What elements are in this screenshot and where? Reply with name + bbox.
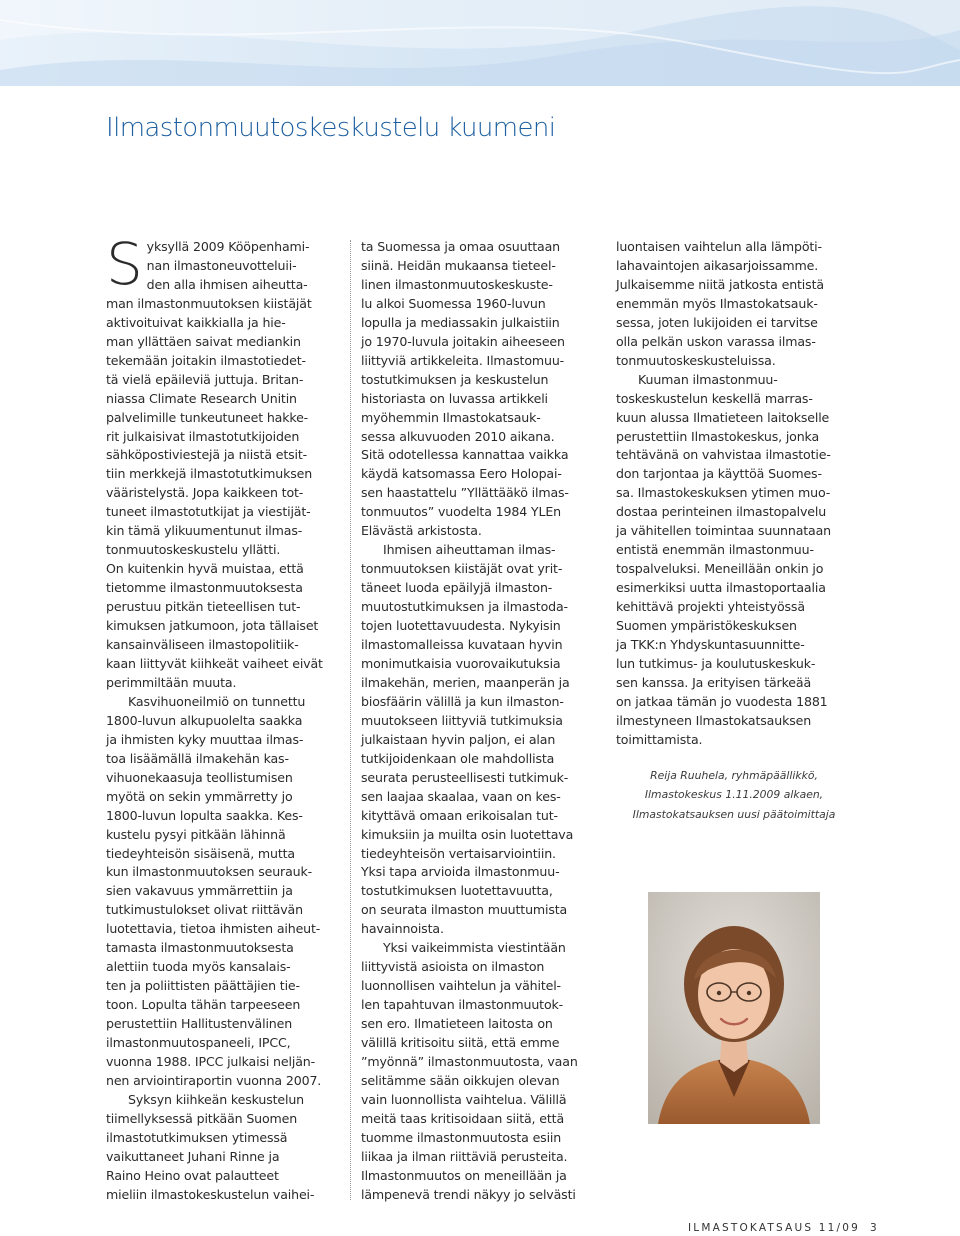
- text-line: den alla ihmisen aiheutta-: [146, 276, 308, 292]
- text-line: don tarjontaa ja käyttöä Suomes-: [616, 466, 822, 482]
- text-line: olla pelkän uskon varassa ilmas-: [616, 333, 816, 349]
- text-line: ten ja poliittisten päättäjien tie-: [106, 978, 300, 994]
- author-portrait: [648, 892, 820, 1124]
- text-line: 1800-luvun lopulta saakka. Kes-: [106, 807, 303, 823]
- text-line: tonmuutos” vuodelta 1984 YLEn: [361, 504, 561, 520]
- text-line: yksyllä 2009 Kööpenhami-: [146, 239, 310, 254]
- text-line: man yllättäen saivat mediankin: [106, 333, 301, 349]
- text-line: Kuuman ilmastonmuu-: [638, 371, 778, 387]
- text-line: kin tämä ylikuumentunut ilmas-: [106, 523, 303, 539]
- text-line: Syksyn kiihkeän keskustelun: [128, 1091, 305, 1107]
- text-line: tojen luotettavuudesta. Nykyisin: [361, 618, 561, 634]
- text-line: niassa Climate Research Unitin: [106, 390, 297, 406]
- text-line: perimmiltään muuta.: [106, 674, 237, 690]
- text-line: vaikuttaneet Juhani Rinne ja: [106, 1148, 280, 1164]
- text-line: käydä katsomassa Eero Holopai-: [361, 466, 562, 482]
- text-line: lahavaintojen aikasarjoissamme.: [616, 257, 819, 273]
- text-line: sen kanssa. Ja erityisen tärkeää: [616, 674, 812, 690]
- text-line: man ilmastonmuutoksen kiistäjät: [106, 295, 312, 311]
- text-line: julkaistaan hyvin paljon, ei alan: [361, 731, 556, 747]
- text-line: 1800-luvun alkupuolelta saakka: [106, 712, 303, 728]
- text-line: kuun alussa Ilmatieteen laitokselle: [616, 409, 830, 425]
- text-line: sen haastattelu ”Yllättääkö ilmas-: [361, 485, 569, 501]
- text-line: välillä kritisoitu siitä, että emme: [361, 1035, 560, 1051]
- text-line: kimuksiin ja muilta osin luotettava: [361, 826, 574, 842]
- text-line: jo 1970-luvula joitakin aiheeseen: [361, 333, 565, 349]
- text-line: perustettiin Ilmastokeskus, jonka: [616, 428, 820, 444]
- text-line: tonmuutoskeskustelu yllätti.: [106, 542, 281, 558]
- text-line: tamasta ilmastonmuutoksesta: [106, 940, 294, 956]
- text-line: esimerkiksi uutta ilmastoportaalia: [616, 580, 826, 596]
- text-line: mieliin ilmastokeskustelun vaihei-: [106, 1186, 315, 1202]
- text-line: myöhemmin Ilmastokatsauk-: [361, 409, 541, 425]
- text-line: luotettavia, tietoa ihmisten aiheut-: [106, 921, 321, 937]
- text-line: toa lisäämällä ilmakehän kas-: [106, 750, 289, 766]
- text-line: linen ilmastonmuutoskeskuste-: [361, 276, 553, 292]
- text-line: ja vähitellen toimintaa suunnataan: [616, 523, 832, 539]
- text-line: liittyvistä asioista on ilmaston: [361, 959, 545, 975]
- text-line: meitä taas kritisoidaan siitä, että: [361, 1110, 565, 1126]
- text-line: sessa alkuvuoden 2010 aikana.: [361, 428, 555, 444]
- article-column-2: [361, 238, 597, 1205]
- text-line: tehtävänä on vahvistaa ilmastotie-: [616, 447, 831, 463]
- text-line: vihuonekaasuja teollistumisen: [106, 769, 293, 785]
- text-line: ilmastonmuutospaneeli, IPCC,: [106, 1035, 291, 1051]
- signature-line: Ilmastokeskus 1.11.2009 alkaen,: [644, 788, 824, 802]
- text-line: alettiin tuoda myös kansalais-: [106, 959, 291, 975]
- text-line: rit julkaisivat ilmastotutkijoiden: [106, 428, 300, 444]
- text-line: ilmastomalleissa kuvataan hyvin: [361, 637, 563, 653]
- text-line: liittyviä artikkeleita. Ilmastomuu-: [361, 352, 565, 368]
- text-line: vain luonnollista vaihtelua. Välillä: [361, 1091, 567, 1107]
- text-line: sien vakavuus ymmärrettiin ja: [106, 883, 293, 899]
- text-line: Elävästä arkistosta.: [361, 523, 482, 539]
- drop-cap: S: [106, 230, 143, 298]
- text-line: muutokseen liittyviä tutkimuksia: [361, 712, 563, 728]
- text-line: Ihmisen aiheuttaman ilmas-: [383, 542, 556, 558]
- text-line: kun ilmastonmuutoksen seurauk-: [106, 864, 313, 880]
- text-line: toskeskustelun keskellä marras-: [616, 390, 813, 406]
- text-line: Sitä odotellessa kannattaa vaikka: [361, 447, 569, 463]
- text-line: selitämme sään oikkujen olevan: [361, 1072, 560, 1088]
- page-number: 3: [870, 1222, 877, 1234]
- text-line: sa. Ilmastokeskuksen ytimen muo-: [616, 485, 831, 501]
- text-line: tiedeyhteisön sisäisenä, mutta: [106, 845, 295, 861]
- text-line: On kuitenkin hyvä muistaa, että: [106, 561, 304, 577]
- text-line: ja TKK:n Yhdyskuntasuunnitte-: [616, 637, 805, 653]
- text-line: historiasta on luvassa artikkeli: [361, 390, 548, 406]
- portrait-illustration: [648, 892, 820, 1124]
- text-line: vääristelystä. Jopa kaikkeen tot-: [106, 485, 304, 501]
- page-title: Ilmastonmuutoskeskustelu kuumeni: [106, 113, 556, 144]
- text-line: kustelu pysyi pitkään lähinnä: [106, 826, 286, 842]
- page-footer: [688, 1222, 877, 1234]
- text-line: monimutkaisia vuorovaikutuksia: [361, 655, 561, 671]
- header-band: [0, 0, 960, 86]
- text-line: tiimellyksessä pitkään Suomen: [106, 1110, 298, 1126]
- text-line: myötä on sekin ymmärretty jo: [106, 788, 293, 804]
- text-line: Julkaisemme niitä jatkosta entistä: [616, 276, 824, 292]
- text-line: siinä. Heidän mukaansa tieteel-: [361, 257, 556, 273]
- text-line: Kasvihuoneilmiö on tunnettu: [128, 693, 306, 709]
- text-line: ja ihmisten kyky muuttaa ilmas-: [106, 731, 304, 747]
- text-line: on jatkaa tämän jo vuodesta 1881: [616, 693, 828, 709]
- text-line: Yksi vaikeimmista viestintään: [383, 940, 566, 956]
- text-line: ta Suomessa ja omaa osuuttaan: [361, 239, 561, 254]
- text-line: tonmuutoksen kiistäjät ovat yrit-: [361, 561, 563, 577]
- text-line: ”myönnä” ilmastonmuutosta, vaan: [361, 1053, 578, 1069]
- text-line: sen ero. Ilmatieteen laitosta on: [361, 1016, 553, 1032]
- text-line: Ilmastonmuutos on meneillään ja: [361, 1167, 567, 1183]
- text-line: on seurata ilmaston muuttumista: [361, 902, 568, 918]
- text-line: vuonna 1988. IPCC julkaisi neljän-: [106, 1053, 315, 1069]
- text-line: kaan liittyvät kiihkeät vaiheet eivät: [106, 655, 323, 671]
- text-line: toon. Lopulta tähän tarpeeseen: [106, 997, 301, 1013]
- signature-line: Ilmastokatsauksen uusi päätoimittaja: [632, 807, 836, 821]
- text-line: tä vielä epäileviä juttuja. Britan-: [106, 371, 304, 387]
- article-column-3: [616, 238, 852, 750]
- text-line: ilmestyneen Ilmastokatsauksen: [616, 712, 812, 728]
- article-column-1: [106, 230, 342, 1205]
- text-line: tutkijoidenkaan ole mahdollista: [361, 750, 555, 766]
- text-line: tuneet ilmastotutkijat ja viestijät-: [106, 504, 311, 520]
- text-line: muutostutkimuksen ja ilmastoda-: [361, 599, 568, 615]
- text-line: kimuksen jatkumoon, jota tällaiset: [106, 618, 319, 634]
- text-line: entistä enemmän ilmastonmuu-: [616, 542, 814, 558]
- text-line: ilmastotutkimuksen ytimessä: [106, 1129, 288, 1145]
- text-line: lopulla ja mediassakin julkaistiin: [361, 314, 560, 330]
- text-line: täneet luoda epäilyjä ilmaston-: [361, 580, 553, 596]
- text-line: havainnoista.: [361, 921, 444, 937]
- text-line: sen laajaa skaalaa, vaan on kes-: [361, 788, 561, 804]
- text-line: perustettiin Hallitustenvälinen: [106, 1016, 293, 1032]
- text-line: lun tutkimus- ja koulutuskeskuk-: [616, 655, 816, 671]
- text-line: tospalveluksi. Meneillään onkin jo: [616, 561, 824, 577]
- text-line: sessa, joten lukijoiden ei tarvitse: [616, 314, 818, 330]
- text-line: perustuu pitkän tieteellisen tut-: [106, 599, 301, 615]
- text-line: sähköpostiviestejä ja niistä etsit-: [106, 447, 308, 463]
- text-line: tonmuutoskeskusteluissa.: [616, 352, 776, 368]
- text-line: tiin merkkejä ilmastotutkimuksen: [106, 466, 313, 482]
- text-line: palvelimille tunkeutuneet hakke-: [106, 409, 309, 425]
- text-line: nan ilmastoneuvotteluii-: [146, 257, 297, 273]
- text-line: enemmän myös Ilmastokatsauk-: [616, 295, 818, 311]
- text-line: tietomme ilmastonmuutoksesta: [106, 580, 303, 596]
- text-line: kansainväliseen ilmastopolitiik-: [106, 637, 299, 653]
- text-line: toimittamista.: [616, 731, 703, 747]
- text-line: kehittävä projekti yhteistyössä: [616, 599, 805, 615]
- text-line: Suomen ympäristökeskuksen: [616, 618, 797, 634]
- text-line: lu alkoi Suomessa 1960-luvun: [361, 295, 546, 311]
- text-line: luontaisen vaihtelun alla lämpöti-: [616, 239, 822, 254]
- text-line: luonnollisen vaihtelun ja vähitel-: [361, 978, 561, 994]
- publication-name: ILMASTOKATSAUS 11/09: [688, 1222, 861, 1234]
- text-line: tostutkimuksen luotettavuutta,: [361, 883, 553, 899]
- text-line: Raino Heino ovat palautteet: [106, 1167, 279, 1183]
- text-line: aktivoituivat kaikkialla ja hie-: [106, 314, 286, 330]
- column-divider: [350, 240, 351, 1200]
- text-line: Yksi tapa arvioida ilmastonmuu-: [361, 864, 560, 880]
- text-line: tutkimustulokset olivat riittävän: [106, 902, 303, 918]
- text-line: ilmakehän, merien, maanperän ja: [361, 674, 570, 690]
- text-line: tuomme ilmastonmuutosta esiin: [361, 1129, 562, 1145]
- signature-line: Reija Ruuhela, ryhmäpäällikkö,: [650, 769, 818, 782]
- text-line: len tapahtuvan ilmastonmuutok-: [361, 997, 564, 1013]
- text-line: kityttävä omaan erikoisalan tut-: [361, 807, 558, 823]
- text-line: tekemään joitakin ilmastotiedet-: [106, 352, 306, 368]
- text-line: biosfäärin välillä ja kun ilmaston-: [361, 693, 564, 709]
- header-band-pattern: [0, 0, 960, 86]
- text-line: dostaa perinteinen ilmastopalvelu: [616, 504, 827, 520]
- text-line: liikaa ja ilman riittäviä perusteita.: [361, 1148, 568, 1164]
- text-line: tostutkimuksen ja keskustelun: [361, 371, 549, 387]
- text-line: tiedeyhteisön vertaisarviointiin.: [361, 845, 556, 861]
- author-signature: [616, 766, 852, 824]
- text-line: lämpenevä trendi näkyy jo selvästi: [361, 1186, 576, 1202]
- text-line: nen arviointiraportin vuonna 2007.: [106, 1072, 322, 1088]
- text-line: seurata perusteellisesti tutkimuk-: [361, 769, 569, 785]
